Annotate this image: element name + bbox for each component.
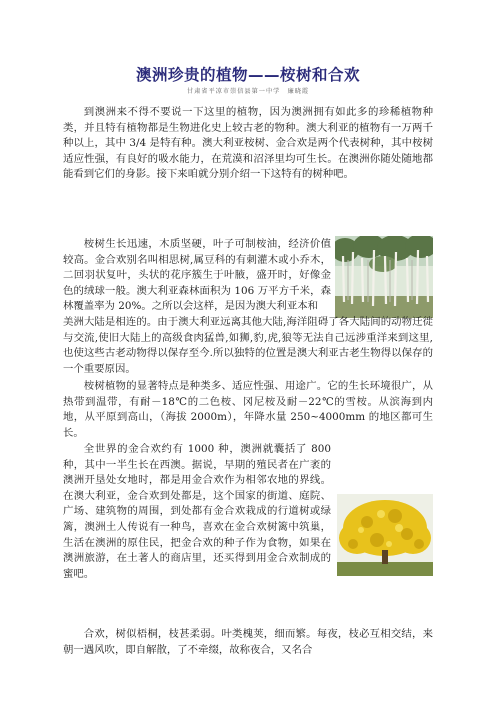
paragraph-continental-isolation: 美洲大陆是相连的。由于澳大利亚远离其他大陆,海洋阻碍了各大陆间的动物迁徙与交流,使旧大陆上的高级食肉猛兽,如狮,豹,虎,狼等无法自己远涉重洋来到这里,也使这些古老动物得以保存至今.所以独特的位置是澳大利亚古老生物得以保存的一个重要原因。	[63, 316, 433, 375]
paragraph-intro: 到澳洲来不得不要说一下这里的植物，因为澳洲拥有如此多的珍稀植物种类，并且特有植物都是生物进化史上较古老的物种。澳大利亚的植物有一万两千种以上，其中 3/4 是特有种。澳大利亚桉树、金合欢是两个代表树种，其中桉树适应性强，有良好的吸水能力，在荒漠和沼泽里均可生长。在澳洲你随处随地都能看到它们的身影。接下来咱就分别介绍一下这特有的树种吧。	[63, 106, 433, 181]
author-byline: 甘肃省平凉市崇信县第一中学 廉晓霞	[186, 88, 310, 95]
paragraph-eucalyptus-adaptability: 桉树植物的显著特点是种类多、适应性强、用途广。它的生长环境很广，从热带到温带，有耐－18℃的二色桉、冈尼桉及耐－22℃的雪桉。从滨海到内地，从平原到高山，（海拔 2000m），年降水量 250~4000mm 的地区都可生长。	[63, 380, 433, 439]
eucalyptus-forest-photo	[335, 236, 433, 318]
golden-acacia-tree-photo	[337, 494, 433, 576]
paragraph-silk-tree: 合欢，树似梧桐，枝甚柔弱。叶类槐荚，细而繁。每夜，枝必互相交结，来朝一遇风吹，即自解散，了不牵缀，故称夜合，又名合	[63, 628, 433, 656]
paragraph-acacia: 全世界的金合欢约有 1000 种，澳洲就囊括了 800 种，其中一半生长在西澳。据说，早期的殖民者在广袤的澳洲开垦处女地时，都是用金合欢作为相邻农地的界线。在澳大利亚，金合欢到处都是，这个国家的街道、庭院、广场、建筑物的周围，到处都有金合欢栽成的行道树或绿篱，澳洲土人传说有一种鸟，喜欢在金合欢树篱中筑巢，生活在澳洲的原住民，把金合欢的种子作为食物，如果在澳洲旅游，在土著人的商店里，还买得到用金合欢制成的蜜吧。	[63, 443, 331, 580]
paragraph-eucalyptus-features: 桉树生长迅速，木质坚硬，叶子可制桉油，经济价值较高。金合欢别名叫相思树,属豆科的有刺灌木或小乔木，二回羽状复叶，头状的花序簇生于叶腋，盛开时，好像金色的绒球一般。澳大利亚森林面积为 106 万平方千米，森林覆盖率为 20%。之所以会这样，是因为澳大利亚本和	[63, 238, 331, 313]
page-title: 澳洲珍贵的植物——桉树和合欢	[135, 66, 360, 84]
